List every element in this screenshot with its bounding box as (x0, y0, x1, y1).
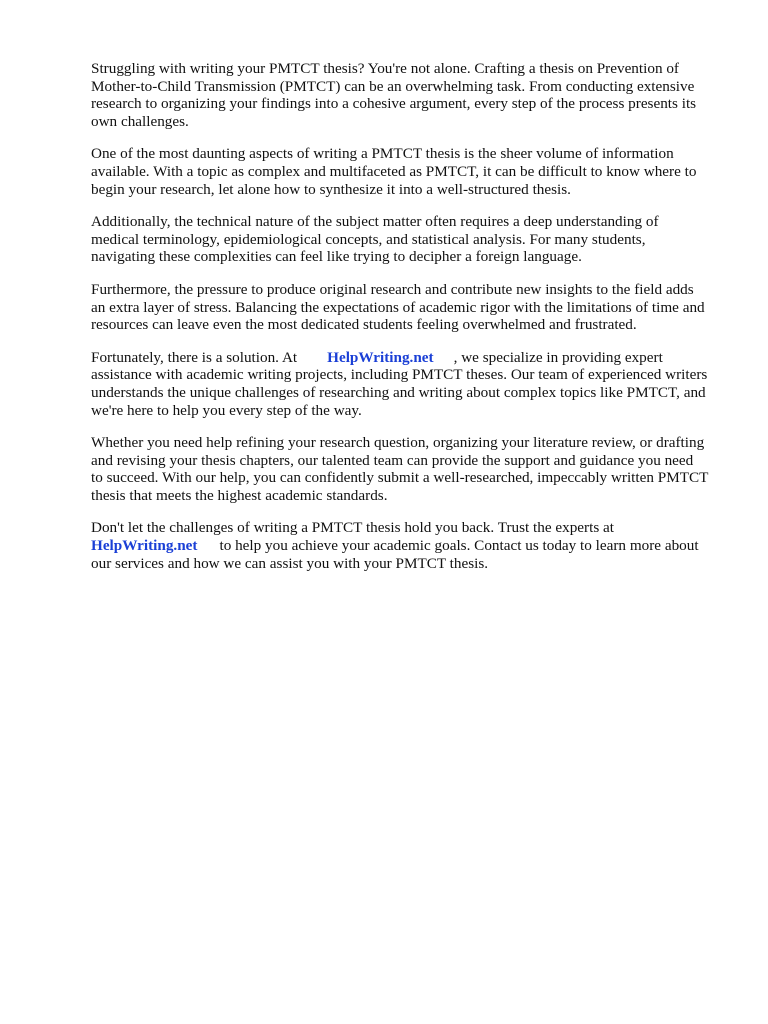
paragraph-intro: Struggling with writing your PMTCT thesis? You're not alone. Crafting a thesis on Prevention of Mother-to-Child Transmission (PMTCT) can be an overwhelming task. From conducting extensive research to organizing your findings into a cohesive argument, every step of the process presents its own challenges. (91, 60, 697, 130)
paragraph-closing (91, 519, 731, 572)
paragraph-closing-rest: to help you achieve your academic goals. Contact us today to learn more about our services and how we can assist you with your PMTCT thesis. (91, 537, 699, 572)
paragraph-solution-rest: , we specialize in providing expert assistance with academic writing projects, including PMTCT theses. Our team of experienced writers understands the unique challenges of researching and writing about complex topics like PMTCT, and we're here to help you every step of the way. (91, 348, 708, 419)
paragraph-solution-lead: Fortunately, there is a solution. At (91, 348, 298, 366)
paragraph-pressure: Furthermore, the pressure to produce original research and contribute new insights to the field adds an extra layer of stress. Balancing the expectations of academic rigor with the limitations of time and resources can leave even the most dedicated students feeling overwhelmed and frustrated. (91, 280, 705, 334)
paragraph-solution (91, 349, 731, 419)
helpwriting-link-2[interactable]: HelpWriting.net (91, 537, 198, 555)
paragraph-services: Whether you need help refining your research question, organizing your literature review, or drafting and revising your thesis chapters, our talented team can provide the support and guidance you need to succeed. With our help, you can confidently submit a well-researched, impeccably written PMTCT thesis that meets the highest academic standards. (91, 434, 709, 504)
paragraph-volume: One of the most daunting aspects of writing a PMTCT thesis is the sheer volume of information available. With a topic as complex and multifaceted as PMTCT, it can be difficult to know where to begin your research, let alone how to synthesize it into a well-structured thesis. (91, 145, 697, 198)
paragraph-closing-lead: Don't let the challenges of writing a PMTCT thesis hold you back. Trust the experts at (91, 519, 614, 537)
paragraph-technical: Additionally, the technical nature of the subject matter often requires a deep understanding of medical terminology, epidemiological concepts, and statistical analysis. For many students, navigating these complexities can feel like trying to decipher a foreign language. (91, 213, 659, 266)
document-body (91, 60, 731, 587)
helpwriting-link[interactable]: HelpWriting.net (327, 348, 434, 366)
